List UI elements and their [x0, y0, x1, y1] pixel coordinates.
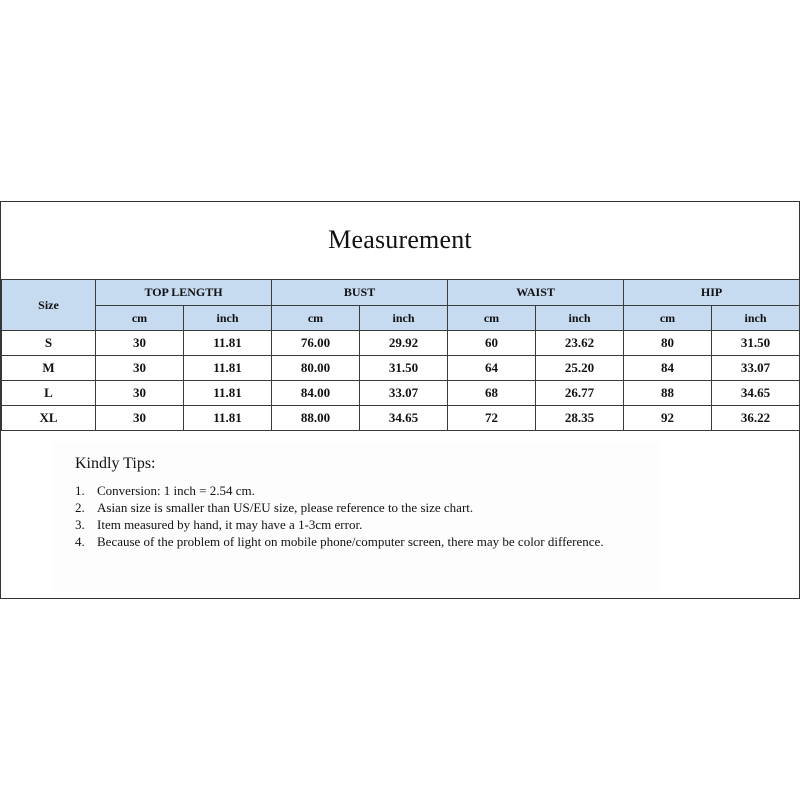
table-row: [2, 381, 800, 406]
table-cell: 11.81: [184, 356, 272, 381]
list-number: 4.: [75, 534, 85, 549]
table-cell: 80.00: [272, 356, 360, 381]
table-header-row: [2, 280, 800, 306]
list-item: [75, 482, 615, 499]
table-cell: 36.22: [712, 406, 800, 431]
size-cell: S: [2, 331, 96, 356]
unit-header: inch: [360, 306, 448, 331]
size-table: [1, 279, 800, 431]
list-item-text: Item measured by hand, it may have a 1-3cm error.: [97, 517, 363, 532]
group-header-waist: WAIST: [448, 280, 624, 306]
size-cell: L: [2, 381, 96, 406]
list-number: 1.: [75, 483, 85, 498]
table-cell: 33.07: [360, 381, 448, 406]
size-cell: M: [2, 356, 96, 381]
table-cell: 68: [448, 381, 536, 406]
unit-header: inch: [712, 306, 800, 331]
unit-header: cm: [448, 306, 536, 331]
table-cell: 72: [448, 406, 536, 431]
list-item: [75, 499, 615, 516]
size-cell: XL: [2, 406, 96, 431]
table-cell: 80: [624, 331, 712, 356]
table-cell: 30: [96, 381, 184, 406]
table-row: [2, 331, 800, 356]
group-header-bust: BUST: [272, 280, 448, 306]
size-column-header: Size: [2, 280, 96, 331]
list-item-text: Asian size is smaller than US/EU size, please reference to the size chart.: [97, 500, 474, 515]
group-header-top-length: TOP LENGTH: [96, 280, 272, 306]
list-item: [75, 533, 615, 550]
table-cell: 60: [448, 331, 536, 356]
list-number: 3.: [75, 517, 85, 532]
table-row: [2, 356, 800, 381]
unit-header: cm: [624, 306, 712, 331]
unit-header: inch: [184, 306, 272, 331]
unit-header: cm: [96, 306, 184, 331]
table-cell: 25.20: [536, 356, 624, 381]
group-header-hip: HIP: [624, 280, 800, 306]
table-cell: 11.81: [184, 331, 272, 356]
table-cell: 23.62: [536, 331, 624, 356]
table-cell: 29.92: [360, 331, 448, 356]
table-cell: 33.07: [712, 356, 800, 381]
table-cell: 64: [448, 356, 536, 381]
table-cell: 30: [96, 406, 184, 431]
chart-title: Measurement: [328, 225, 472, 254]
table-cell: 88.00: [272, 406, 360, 431]
table-cell: 30: [96, 356, 184, 381]
table-cell: 26.77: [536, 381, 624, 406]
table-cell: 84.00: [272, 381, 360, 406]
table-cell: 31.50: [712, 331, 800, 356]
list-number: 2.: [75, 500, 85, 515]
table-cell: 30: [96, 331, 184, 356]
table-row: [2, 406, 800, 431]
list-item: [75, 516, 615, 533]
table-cell: 76.00: [272, 331, 360, 356]
table-unit-row: [2, 306, 800, 331]
table-cell: 11.81: [184, 406, 272, 431]
size-chart-panel: [0, 201, 800, 599]
list-item-text: Conversion: 1 inch = 2.54 cm.: [97, 483, 255, 498]
kindly-tips-box: [53, 442, 659, 592]
list-item-text: Because of the problem of light on mobile phone/computer screen, there may be color difference.: [97, 534, 604, 549]
table-cell: 34.65: [712, 381, 800, 406]
table-cell: 34.65: [360, 406, 448, 431]
unit-header: cm: [272, 306, 360, 331]
table-cell: 31.50: [360, 356, 448, 381]
table-cell: 11.81: [184, 381, 272, 406]
tips-heading: Kindly Tips:: [75, 455, 156, 472]
table-cell: 88: [624, 381, 712, 406]
tips-list: [75, 482, 615, 550]
table-cell: 92: [624, 406, 712, 431]
unit-header: inch: [536, 306, 624, 331]
table-cell: 84: [624, 356, 712, 381]
table-cell: 28.35: [536, 406, 624, 431]
